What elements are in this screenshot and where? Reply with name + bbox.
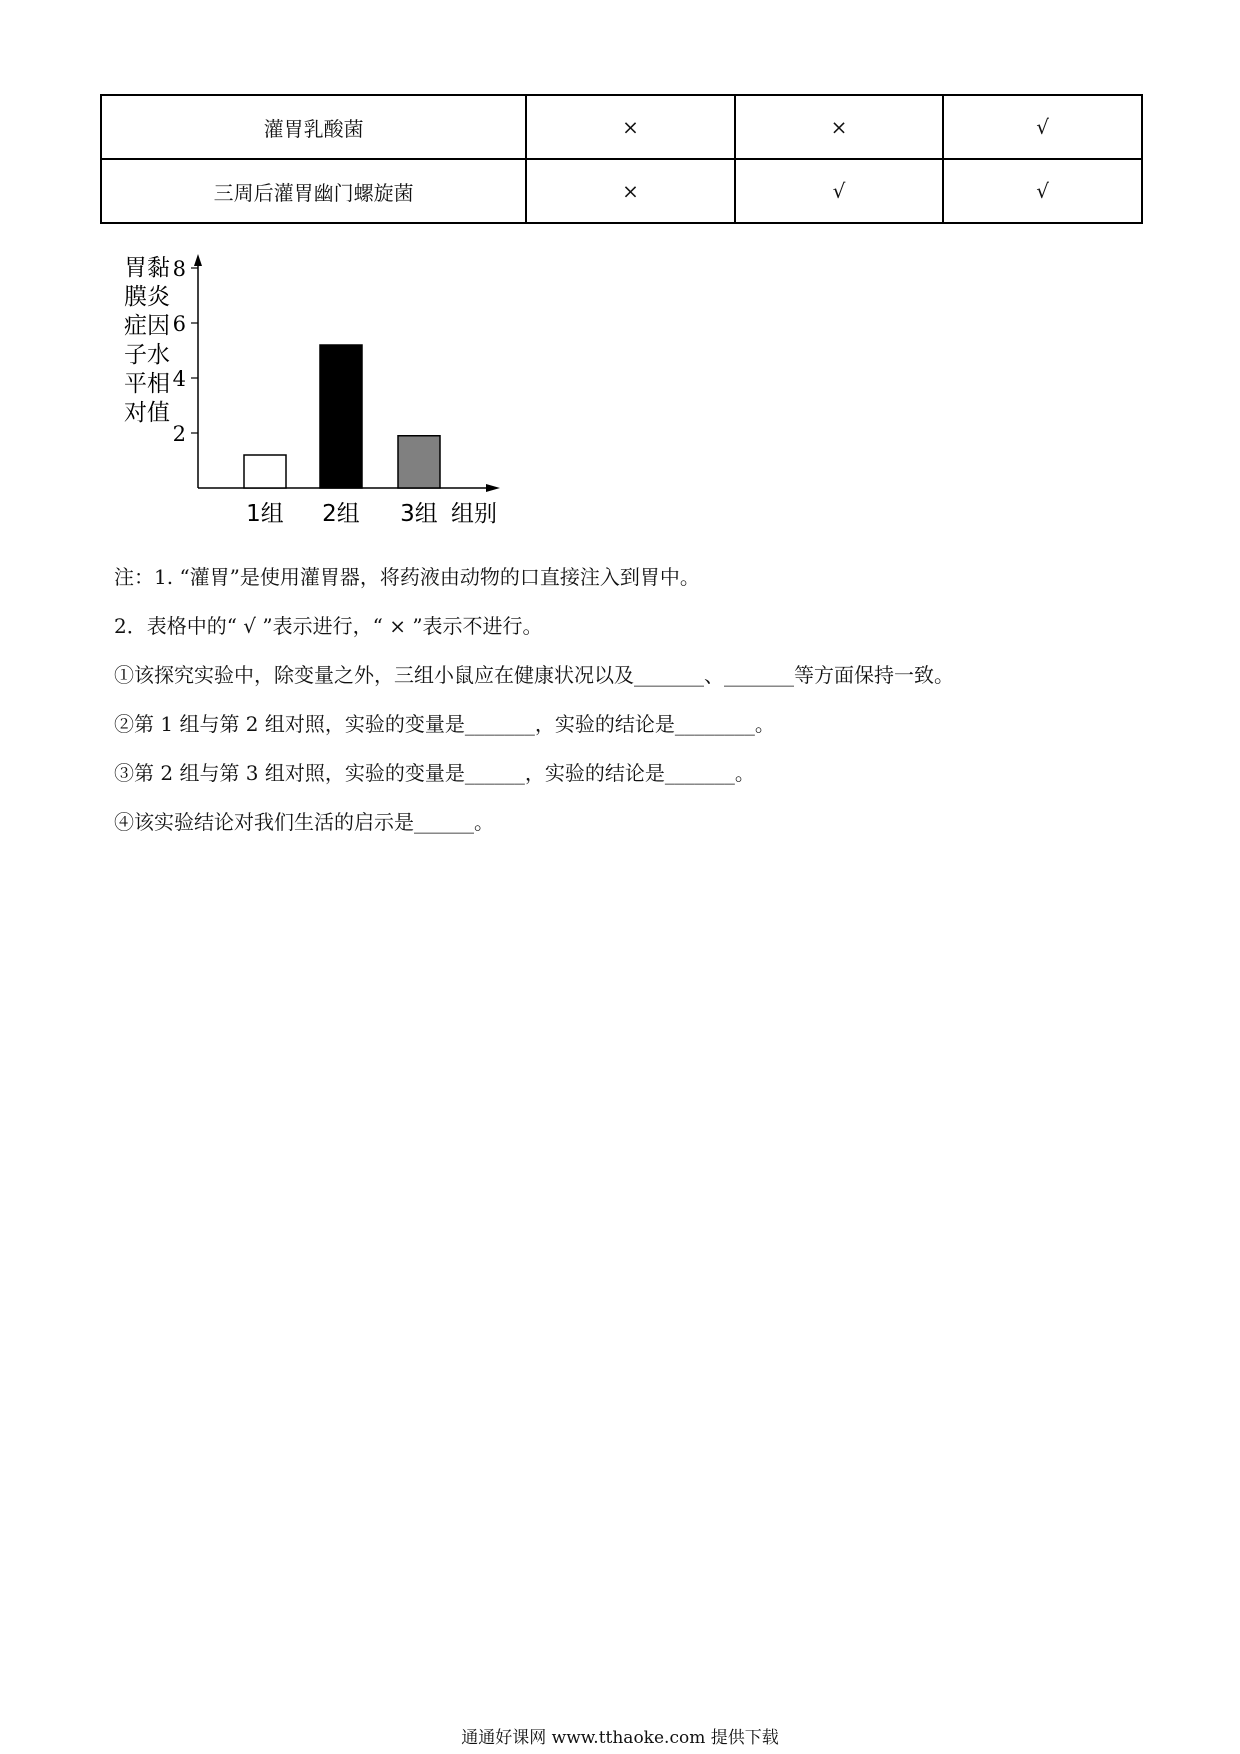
bar-chart	[120, 250, 540, 535]
bar	[244, 455, 286, 488]
y-tick-label: 8	[172, 257, 186, 281]
note-line: 注：1. “灌胃”是使用灌胃器，将药液由动物的口直接注入到胃中。	[114, 565, 700, 589]
y-axis-label: 症因	[124, 313, 170, 339]
x-axis-arrow	[486, 484, 500, 492]
y-tick-label: 6	[172, 312, 186, 336]
table-cell-treatment: 灌胃乳酸菌	[101, 95, 526, 159]
table-cell-group-3: √	[943, 159, 1142, 223]
y-axis-label: 子水	[124, 342, 170, 368]
note-line: 2．表格中的“ √ ”表示进行，“ × ”表示不进行。	[114, 614, 543, 638]
question-2: ②第 1 组与第 2 组对照，实验的变量是_______，实验的结论是________。	[114, 712, 775, 736]
footer-text: 通通好课网 www.tthaoke.com 提供下载	[461, 1728, 779, 1748]
x-tick-label: 2组	[322, 501, 360, 527]
question-1: ①该探究实验中，除变量之外，三组小鼠应在健康状况以及_______、_______等方面保持一致。	[114, 663, 954, 687]
experiment-table	[100, 94, 1143, 224]
y-axis-label: 平相	[124, 371, 170, 397]
table-row	[101, 159, 1142, 223]
table-cell-group-2: ×	[735, 95, 944, 159]
x-tick-label: 1组	[246, 501, 284, 527]
y-tick-label: 2	[172, 422, 186, 446]
notes-section	[114, 562, 1154, 856]
x-tick-label: 3组	[400, 501, 438, 527]
table-cell-treatment: 三周后灌胃幽门螺旋菌	[101, 159, 526, 223]
y-tick-label: 4	[172, 367, 186, 391]
table-cell-group-1: ×	[526, 95, 735, 159]
y-axis-label: 对值	[124, 400, 170, 426]
x-axis-label: 组别	[451, 501, 497, 527]
table-cell-group-1: ×	[526, 159, 735, 223]
table-cell-group-2: √	[735, 159, 944, 223]
question-3: ③第 2 组与第 3 组对照，实验的变量是______，实验的结论是_______。	[114, 761, 755, 785]
y-axis-label: 胃黏	[124, 255, 170, 281]
y-axis-label: 膜炎	[124, 284, 170, 310]
table-row	[101, 95, 1142, 159]
bar	[320, 345, 362, 488]
y-axis-arrow	[194, 254, 202, 266]
bar	[398, 436, 440, 488]
question-4: ④该实验结论对我们生活的启示是______。	[114, 810, 494, 834]
table-cell-group-3: √	[943, 95, 1142, 159]
